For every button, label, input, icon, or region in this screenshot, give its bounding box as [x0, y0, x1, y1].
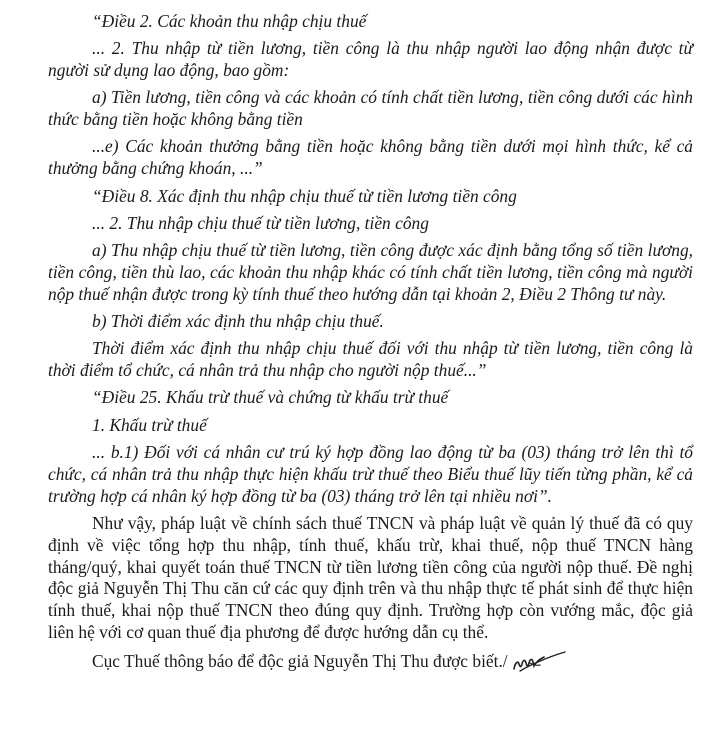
- paragraph-dieu-2-heading: “Điều 2. Các khoản thu nhập chịu thuế: [92, 11, 367, 31]
- paragraph-dieu-25-diem-b1: ... b.1) Đối với cá nhân cư trú ký hợp đồng lao động từ ba (03) tháng trở lên thì tổ chức, cá nhân trả thu nhập thực hiện khấu trừ thuế theo Biểu thuế lũy tiến từng phần, kể cả trường hợp cá nhân ký hợp đồng từ ba (03) tháng trở lên tại nhiều nơi”.: [48, 442, 693, 506]
- paragraph-dieu-8-diem-a: a) Thu nhập chịu thuế từ tiền lương, tiền công được xác định bằng tổng số tiền lương, tiền công, tiền thù lao, các khoản thu nhập khác có tính chất tiền lương, tiền công mà người nộp thuế nhận được trong kỳ tính thuế theo hướng dẫn tại khoản 2, Điều 2 Thông tư này.: [48, 240, 693, 304]
- paragraph-dieu-8-heading: “Điều 8. Xác định thu nhập chịu thuế từ tiền lương tiền công: [92, 185, 517, 206]
- signature-paraph-icon: [510, 649, 568, 673]
- paragraph-dieu-2-diem-e: ...e) Các khoản thưởng bằng tiền hoặc không bằng tiền dưới mọi hình thức, kể cả thưởng bằng chứng khoán, ...”: [48, 136, 693, 179]
- paragraph-dieu-8-diem-b: b) Thời điểm xác định thu nhập chịu thuế.: [92, 311, 384, 332]
- paragraph-dieu-8-khoan-2: ... 2. Thu nhập chịu thuế từ tiền lương, tiền công: [92, 212, 429, 233]
- paragraph-dieu-2-khoan-2: ... 2. Thu nhập từ tiền lương, tiền công là thu nhập người lao động nhận được từ người sử dụng lao động, bao gồm:: [48, 38, 693, 81]
- paragraph-closing: [48, 649, 693, 673]
- paragraph-dieu-8-thoi-diem: Thời điểm xác định thu nhập chịu thuế đối với thu nhập từ tiền lương, tiền công là thời điểm tổ chức, cá nhân trả thu nhập cho người nộp thuế...”: [48, 338, 693, 381]
- paragraph-dieu-25-heading: “Điều 25. Khấu trừ thuế và chứng từ khấu trừ thuế: [92, 387, 449, 408]
- paragraph-conclusion: Như vậy, pháp luật về chính sách thuế TNCN và pháp luật về quản lý thuế đã có quy định về việc tổng hợp thu nhập, tính thuế, khấu trừ, khai thuế, nộp thuế TNCN hàng tháng/quý, khai quyết toán thuế TNCN từ tiền lương tiền công của người nộp thuế. Đề nghị độc giả Nguyễn Thị Thu căn cứ các quy định trên và thu nhập thực tế phát sinh để thực hiện tính thuế, khai nộp thuế TNCN theo đúng quy định. Trường hợp còn vướng mắc, độc giả liên hệ với cơ quan thuế địa phương để được hướng dẫn cụ thể.: [48, 512, 693, 642]
- paragraph-dieu-2-diem-a: a) Tiền lương, tiền công và các khoản có tính chất tiền lương, tiền công dưới các hình thức bằng tiền hoặc không bằng tiền: [48, 87, 693, 130]
- closing-text: Cục Thuế thông báo để độc giả Nguyễn Thị Thu được biết./: [92, 651, 508, 672]
- paragraph-dieu-25-khoan-1: 1. Khấu trừ thuế: [92, 414, 207, 435]
